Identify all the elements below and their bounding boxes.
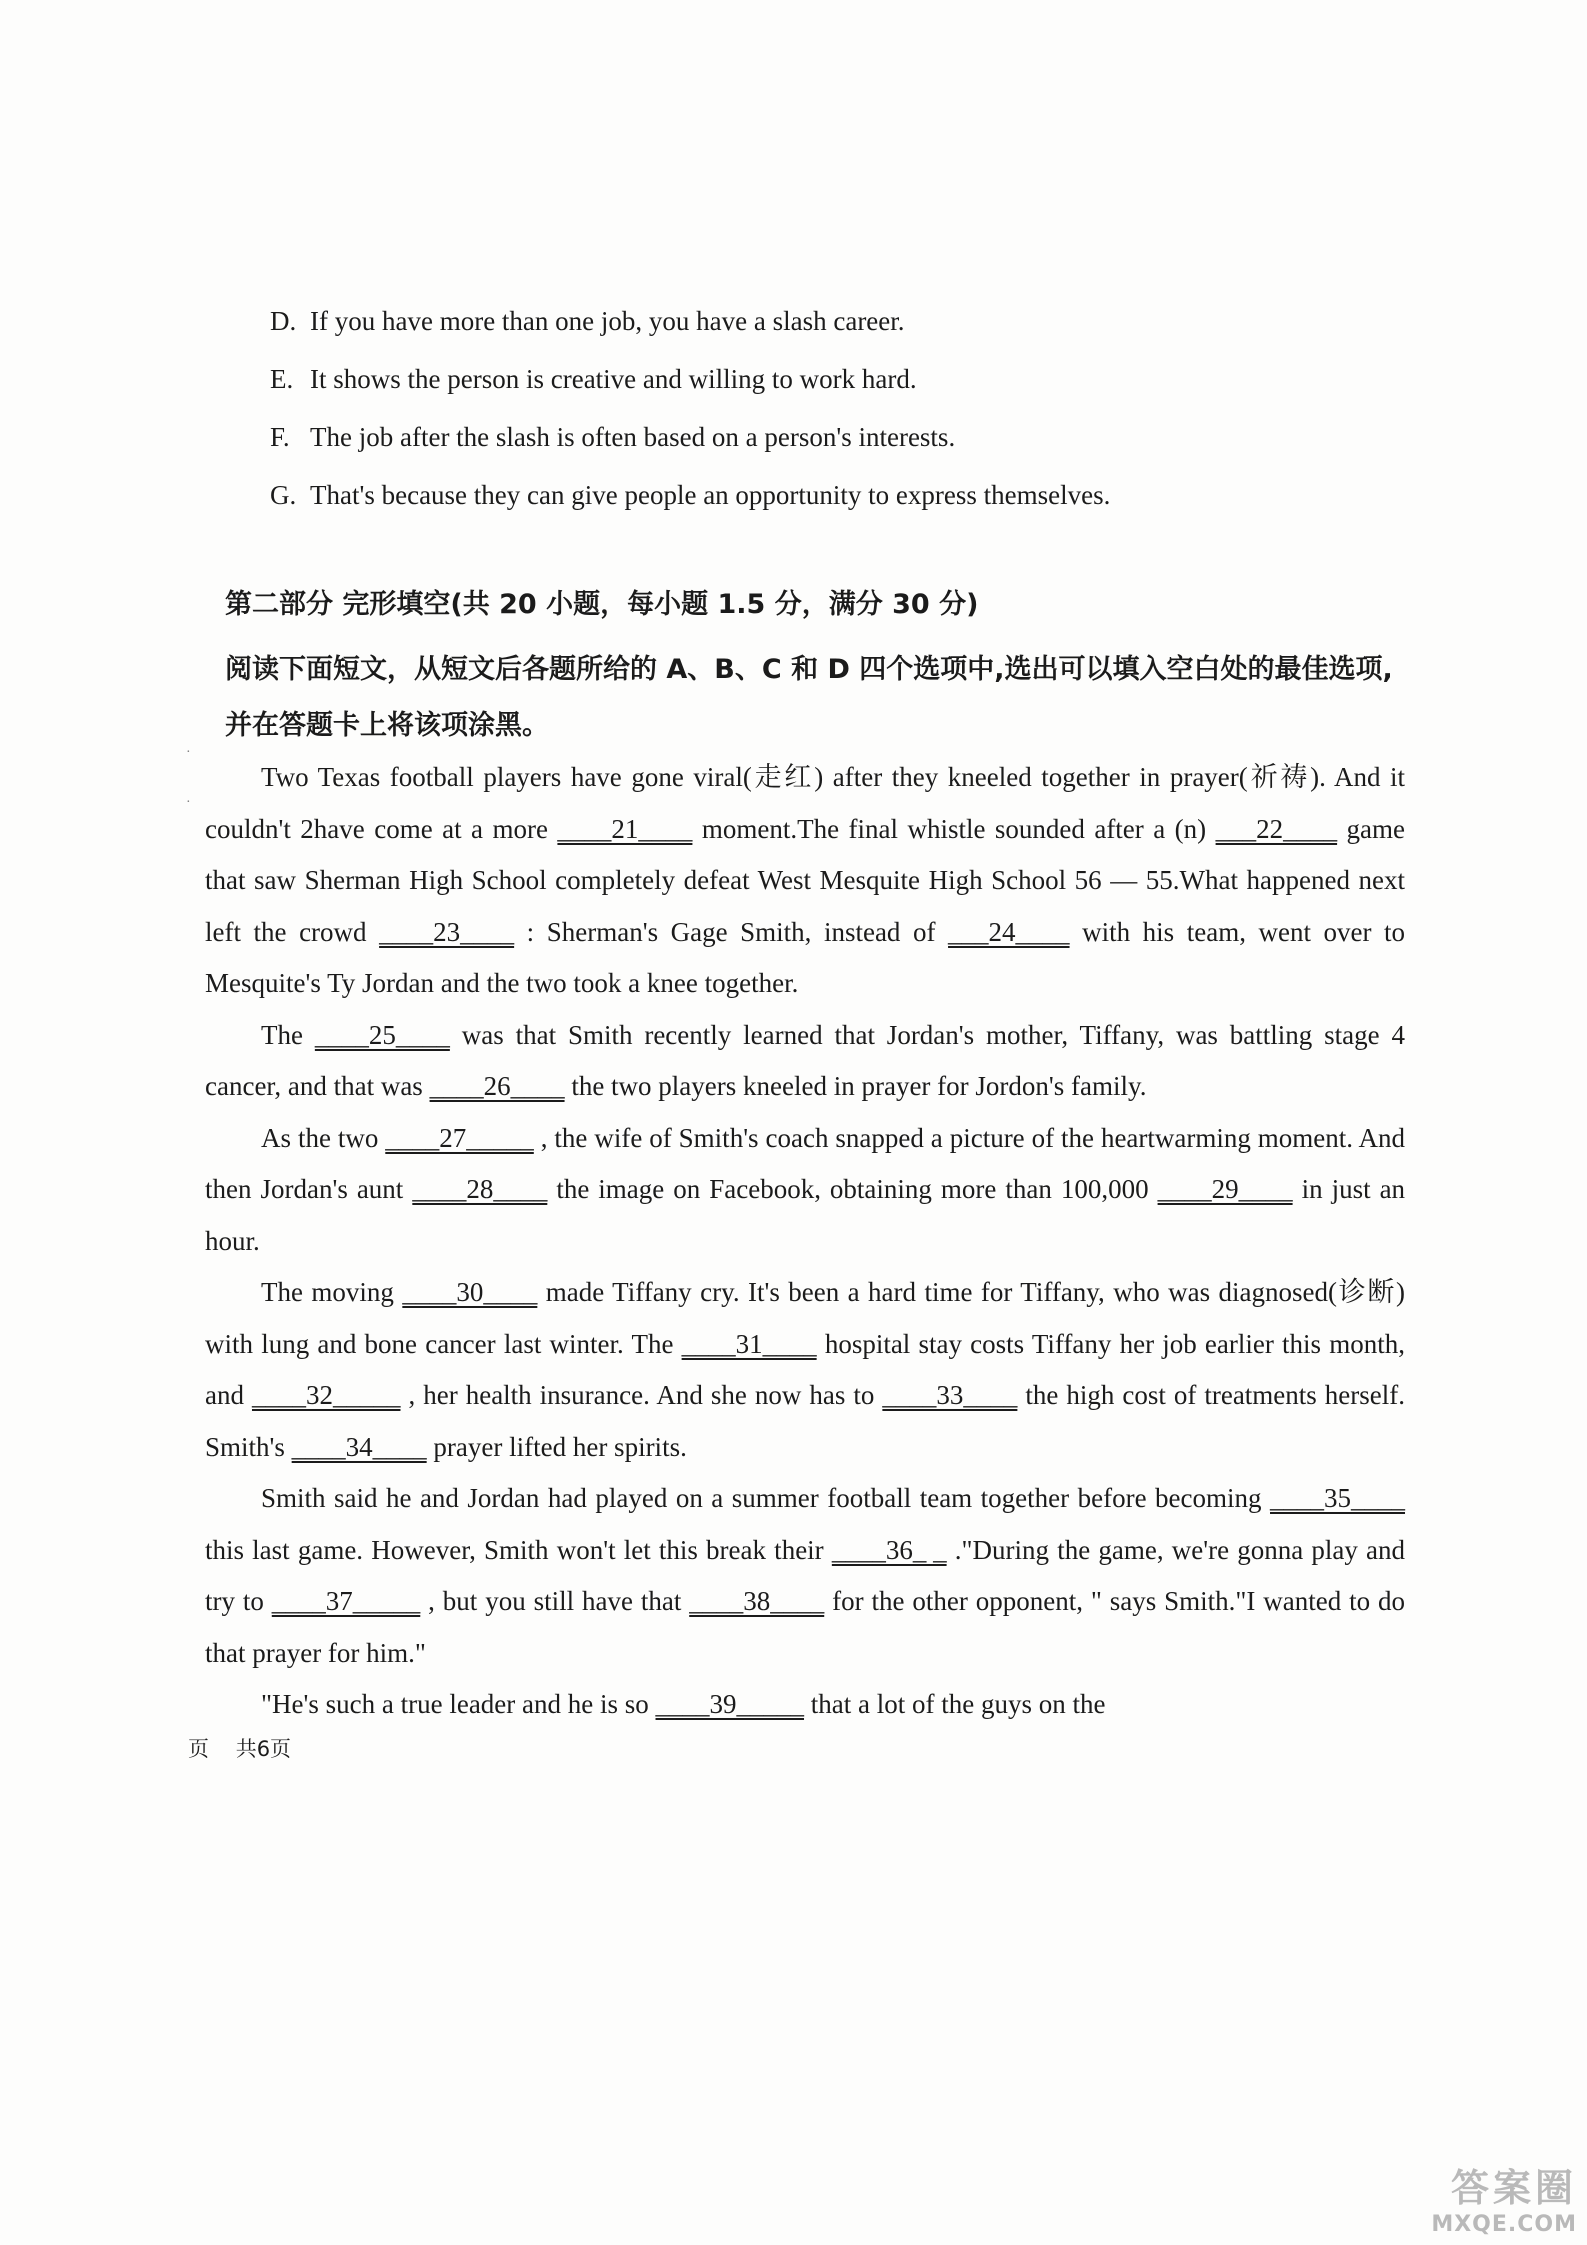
option-d: [270, 292, 1270, 350]
passage-text: with his team, went over to Mesquite's Ty Jordan and the two took a knee together.: [205, 916, 1406, 998]
option-text: The job after the slash is often based on a person's interests.: [310, 422, 956, 452]
option-text: If you have more than one job, you have a slash career.: [310, 306, 905, 336]
passage-text: the image on Facebook, obtaining more than 100,000: [556, 1174, 1149, 1204]
passage-text: in just an hour.: [205, 1174, 1406, 1256]
blank-24: ___24____: [948, 916, 1070, 947]
site-watermark: [1431, 2157, 1577, 2237]
passage-text: this last game. However, Smith won't let this break their: [205, 1534, 824, 1565]
blank-35: ____35____: [1270, 1483, 1406, 1513]
blank-38: ____38____: [689, 1586, 825, 1616]
blank-31: ____31____: [681, 1328, 817, 1359]
blank-29: ____29____: [1157, 1174, 1293, 1204]
blank-27: ____27_____: [385, 1122, 534, 1153]
blank-23: ____23____: [379, 916, 515, 947]
passage-text: Two Texas football players have gone viral(走红) after they kneeled together in prayer(祈祷). And it couldn't 2have come at a more: [205, 762, 1405, 844]
passage-text: , but you still have that: [428, 1586, 682, 1616]
passage-paragraph-4: [205, 1267, 1405, 1473]
blank-34: ____34____: [291, 1431, 427, 1462]
watermark-url: MXQE.COM: [1431, 2212, 1577, 2237]
watermark-logo: 答案圈: [1450, 2166, 1577, 2210]
passage-text: the two players kneeled in prayer for Jordon's family.: [571, 1071, 1147, 1101]
blank-39: ____39_____: [655, 1689, 805, 1719]
passage-text: : Sherman's Gage Smith, instead of: [526, 916, 936, 947]
option-f: [270, 408, 1270, 466]
option-g: [270, 466, 1270, 524]
margin-mark: ·: [186, 745, 191, 760]
section-instructions: 阅读下面短文，从短文后各题所给的 A、B、C 和 D 四个选项中,选出可以填入空白处的最佳选项,并在答题卡上将该项涂黑。: [225, 654, 1393, 741]
passage-text: prayer lifted her spirits.: [433, 1431, 687, 1462]
passage-text: made Tiffany cry. It's been a hard time for Tiffany, who was diagnosed(诊断) with lung and bone cancer last winter. The: [205, 1277, 1406, 1359]
passage-text: Smith said he and Jordan had played on a summer football team together before becoming: [261, 1483, 1262, 1513]
passage-paragraph-3: [205, 1113, 1405, 1268]
blank-37: ____37_____: [271, 1586, 421, 1616]
blank-28: ____28____: [412, 1174, 548, 1204]
answer-options-list: [270, 292, 1270, 524]
passage-text: "He's such a true leader and he is so: [261, 1689, 649, 1719]
passage-paragraph-1: [205, 752, 1405, 1010]
passage-paragraph-5: [205, 1473, 1405, 1679]
passage-text: ."During the game, we're gonna play and try to: [205, 1534, 1406, 1616]
option-text: That's because they can give people an opportunity to express themselves.: [310, 480, 1111, 510]
page-footer: 页 共6页: [188, 1737, 292, 1761]
blank-25: ____25____: [314, 1019, 450, 1050]
passage-text: was that Smith recently learned that Jordan's mother, Tiffany, was battling stage 4 cancer, and that was: [205, 1019, 1406, 1101]
option-letter: F.: [270, 422, 290, 452]
section-title: 第二部分 完形填空(共 20 小题，每小题 1.5 分，满分 30 分): [225, 589, 979, 620]
passage-paragraph-2: [205, 1010, 1405, 1113]
passage-text: , her health insurance. And she now has to: [408, 1380, 875, 1410]
margin-mark: ·: [186, 795, 191, 810]
passage-text: , the wife of Smith's coach snapped a picture of the heartwarming moment. And then Jordan's aunt: [205, 1122, 1405, 1204]
passage-text: moment.The final whistle sounded after a (n): [701, 813, 1207, 844]
passage-text: As the two: [261, 1122, 379, 1153]
option-letter: E.: [270, 364, 294, 394]
passage-text: the high cost of treatments herself. Smith's: [205, 1380, 1406, 1462]
passage-text: for the other opponent, " says Smith."I wanted to do that prayer for him.": [205, 1586, 1406, 1668]
blank-33: ____33____: [882, 1380, 1018, 1410]
option-letter: D.: [270, 306, 297, 336]
passage-text: The: [261, 1019, 303, 1050]
blank-36: ____36_ _: [831, 1534, 947, 1565]
blank-21: ____21____: [557, 813, 693, 844]
passage-text: hospital stay costs Tiffany her job earlier this month, and: [205, 1328, 1406, 1410]
passage-text: that a lot of the guys on the: [810, 1689, 1106, 1719]
cloze-passage: [205, 752, 1405, 1731]
option-e: [270, 350, 1270, 408]
option-text: It shows the person is creative and willing to work hard.: [310, 364, 917, 394]
option-letter: G.: [270, 480, 297, 510]
passage-paragraph-6: [205, 1679, 1405, 1731]
blank-30: ____30____: [402, 1277, 538, 1307]
passage-text: The moving: [261, 1277, 394, 1307]
blank-32: ____32_____: [251, 1380, 401, 1410]
blank-26: ____26____: [429, 1071, 565, 1101]
passage-text: game that saw Sherman High School completely defeat West Mesquite High School 56 — 55.What happened next left the crowd: [205, 813, 1406, 947]
blank-22: ___22____: [1215, 813, 1338, 844]
